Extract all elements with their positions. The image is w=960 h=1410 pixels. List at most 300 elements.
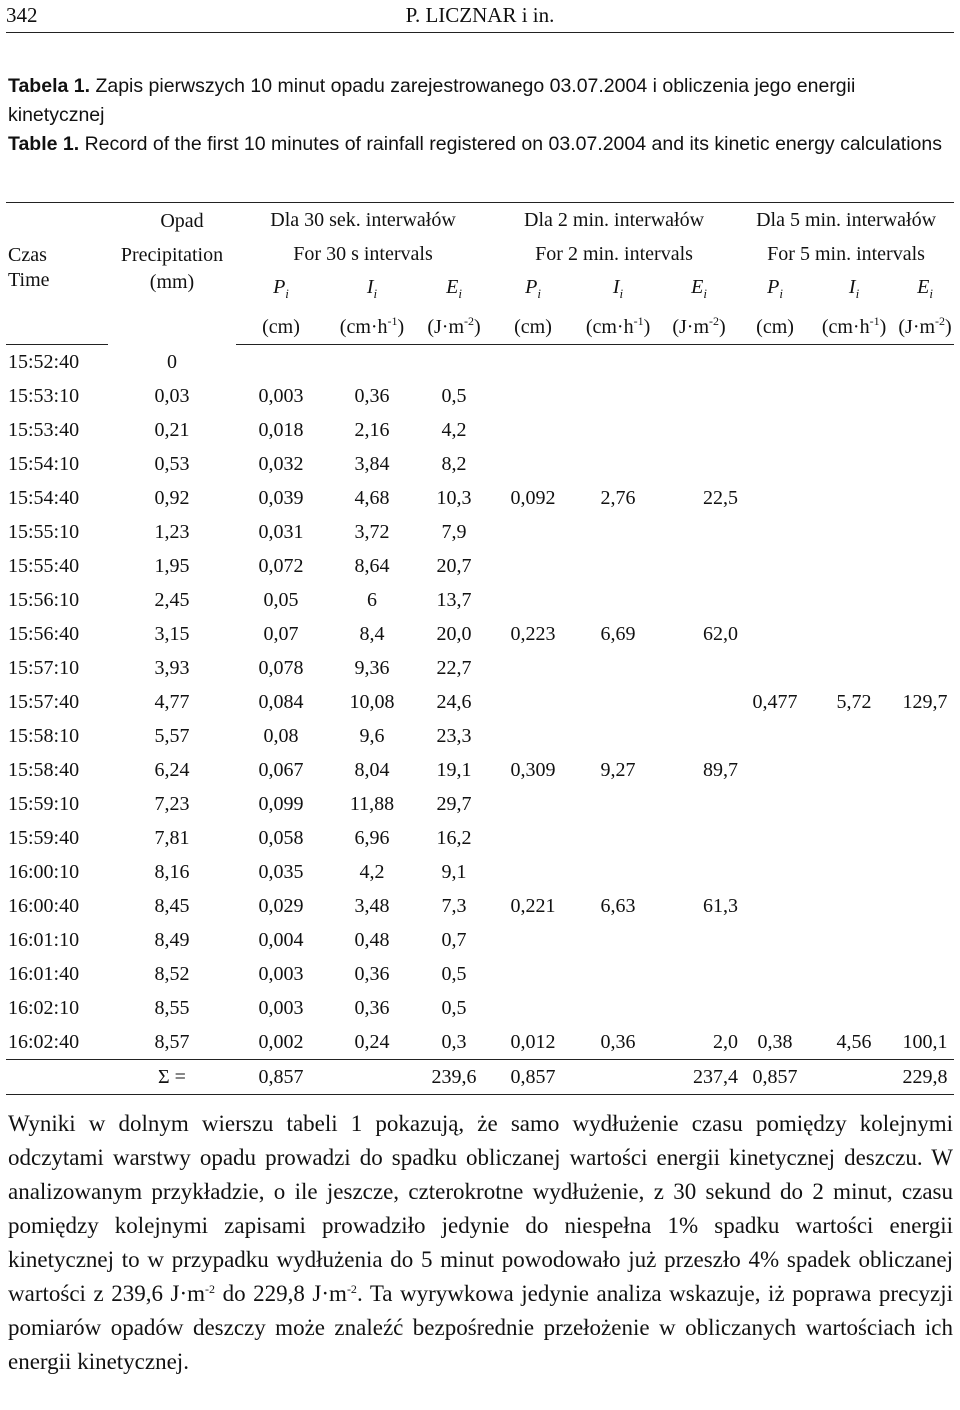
cell-precip: 8,55 — [154, 997, 190, 1019]
cell-e-30s — [418, 345, 490, 380]
cell-e-2min — [660, 515, 738, 549]
cell-e-5min — [896, 821, 954, 855]
caption-en-label: Table 1. — [8, 133, 80, 155]
unit-e-30s: $(J\cdot m^{-2})$ — [418, 310, 490, 345]
cell-i-5min — [812, 549, 896, 583]
cell-precip: 5,57 — [154, 725, 190, 747]
body-text-part3: . Ta wyrywkowa jedynie analiza wskazuje, iż poprawa precyzji pomiarów opadów deszczy może znaleźć bezpośrednie przełożenie w obliczanych wartościach ich energii kinetycznej. — [8, 1281, 954, 1374]
sum-p-5min: 0,857 — [738, 1060, 812, 1095]
cell-p-5min — [738, 957, 812, 991]
cell-p-2min — [490, 515, 576, 549]
cell-p-2min — [490, 651, 576, 685]
cell-time: 15:54:10 — [8, 453, 80, 475]
cell-e-5min — [896, 651, 954, 685]
cell-p-2min: 0,012 — [510, 1031, 556, 1053]
cell-precip: 8,57 — [154, 1031, 190, 1053]
cell-precip: 8,49 — [154, 929, 190, 951]
sum-e-5min: 229,8 — [896, 1060, 954, 1095]
cell-precip: 0 — [167, 350, 177, 373]
cell-i-30s: 0,36 — [354, 963, 390, 985]
cell-i-5min — [812, 413, 896, 447]
table-row — [6, 923, 954, 957]
cell-p-5min — [738, 379, 812, 413]
table-row — [6, 481, 954, 515]
table-row — [6, 583, 954, 617]
symbol-i-30s: $I_i$ — [366, 276, 378, 301]
cell-i-2min — [576, 583, 660, 617]
cell-i-30s: 8,4 — [359, 623, 385, 645]
cell-p-5min — [738, 549, 812, 583]
cell-i-30s: 9,36 — [354, 657, 390, 679]
table-row — [6, 413, 954, 447]
cell-p-30s: 0,003 — [258, 997, 304, 1019]
sum-p-30s: 0,857 — [236, 1060, 326, 1095]
cell-i-30s: 0,36 — [354, 385, 390, 407]
cell-i-2min — [576, 855, 660, 889]
cell-i-2min: 9,27 — [600, 759, 636, 781]
cell-e-5min — [896, 617, 954, 651]
cell-i-2min — [576, 821, 660, 855]
cell-e-5min — [896, 957, 954, 991]
cell-p-5min — [738, 855, 812, 889]
cell-e-2min — [660, 345, 738, 380]
cell-p-30s: 0,032 — [258, 453, 304, 475]
page-number: 342 — [6, 3, 38, 27]
cell-i-2min: 6,63 — [600, 895, 636, 917]
cell-e-5min — [896, 719, 954, 753]
caption-pl-label: Tabela 1. — [8, 75, 91, 97]
cell-p-30s: 0,067 — [258, 759, 304, 781]
cell-i-2min — [576, 719, 660, 753]
cell-precip: 8,16 — [154, 861, 190, 883]
body-paragraph — [8, 1107, 953, 1379]
table-row — [6, 515, 954, 549]
cell-time: 16:02:10 — [8, 997, 80, 1019]
cell-p-30s: 0,058 — [258, 827, 304, 849]
time-header-en: Time — [8, 269, 50, 291]
cell-precip: 3,15 — [154, 623, 190, 645]
sum-i-30s — [326, 1060, 418, 1095]
cell-p-30s: 0,004 — [258, 929, 304, 951]
cell-i-5min — [812, 583, 896, 617]
cell-e-5min — [896, 481, 954, 515]
cell-i-30s: 6,96 — [354, 827, 390, 849]
cell-i-30s: 2,16 — [354, 419, 390, 441]
table-row — [6, 719, 954, 753]
cell-p-30s: 0,029 — [258, 895, 304, 917]
cell-e-5min — [896, 855, 954, 889]
cell-precip: 0,53 — [154, 453, 190, 475]
cell-e-5min — [896, 515, 954, 549]
cell-i-30s: 0,36 — [354, 997, 390, 1019]
cell-i-2min — [576, 379, 660, 413]
cell-e-5min: 129,7 — [902, 691, 948, 713]
cell-precip: 6,24 — [154, 759, 190, 781]
symbol-e-2min: $E_i$ — [691, 276, 707, 301]
cell-e-2min: 2,0 — [713, 1031, 739, 1053]
cell-e-30s: 0,5 — [441, 963, 467, 985]
cell-i-30s: 3,84 — [354, 453, 390, 475]
cell-p-2min — [490, 719, 576, 753]
cell-p-5min — [738, 583, 812, 617]
cell-i-2min: 6,69 — [600, 623, 636, 645]
rainfall-energy-table — [6, 202, 954, 1095]
cell-e-2min — [660, 651, 738, 685]
cell-precip: 4,77 — [154, 691, 190, 713]
cell-p-2min — [490, 345, 576, 380]
cell-precip: 3,93 — [154, 657, 190, 679]
cell-e-30s: 13,7 — [436, 589, 472, 611]
cell-p-5min — [738, 889, 812, 923]
cell-p-5min — [738, 651, 812, 685]
cell-e-30s: 10,3 — [436, 487, 472, 509]
cell-p-30s: 0,003 — [258, 385, 304, 407]
cell-precip: 8,45 — [154, 895, 190, 917]
symbol-p-2min: $P_i$ — [525, 276, 541, 301]
body-text-part1: Wyniki w dolnym wierszu tabeli 1 pokazują, że samo wydłużenie czasu pomiędzy kolejnymi odczytami warstwy opadu prowadzi do spadku obliczanej wartości energii kinetycznej deszczu. W analizowanym przykładzie, o ile jeszcze, czterokrotne wydłużenie, z 30 sekund do 2 minut, czasu pomiędzy kolejnymi zapisami prowadziło jedynie do niespełna 1% spadku wartości energii kinetycznej to w przypadku wydłużenia do 5 minut powodowało już przeszło 4% spadek obliczanej wartości z 239,6 J·m — [8, 1111, 953, 1306]
table-row — [6, 957, 954, 991]
cell-i-5min — [812, 345, 896, 380]
group-5min-pl: Dla 5 min. interwałów — [738, 203, 954, 238]
symbol-e-30s: $E_i$ — [446, 276, 462, 301]
cell-i-2min — [576, 413, 660, 447]
cell-e-30s: 7,3 — [441, 895, 467, 917]
symbol-e-5min: $E_i$ — [917, 276, 933, 301]
cell-e-2min — [660, 855, 738, 889]
cell-time: 15:56:40 — [8, 623, 80, 645]
cell-i-30s: 4,68 — [354, 487, 390, 509]
table-row — [6, 753, 954, 787]
body-text-part2: do 229,8 J·m — [215, 1281, 347, 1306]
cell-i-30s: 8,64 — [354, 555, 390, 577]
group-2min-en: For 2 min. intervals — [535, 243, 693, 265]
cell-p-2min — [490, 413, 576, 447]
cell-p-5min — [738, 413, 812, 447]
cell-e-5min — [896, 345, 954, 380]
cell-i-2min — [576, 685, 660, 719]
cell-precip: 2,45 — [154, 589, 190, 611]
cell-p-5min: 0,477 — [752, 691, 798, 713]
cell-p-2min: 0,223 — [510, 623, 556, 645]
cell-i-5min — [812, 447, 896, 481]
table-row — [6, 889, 954, 923]
cell-e-2min — [660, 991, 738, 1025]
cell-time: 15:52:40 — [8, 351, 80, 373]
header-rule — [6, 32, 954, 33]
cell-p-2min — [490, 549, 576, 583]
cell-i-5min: 5,72 — [836, 691, 872, 713]
cell-i-30s: 10,08 — [349, 691, 395, 713]
cell-p-2min: 0,309 — [510, 759, 556, 781]
cell-e-5min — [896, 413, 954, 447]
group-30s-en: For 30 s intervals — [293, 243, 433, 265]
cell-time: 15:53:10 — [8, 385, 80, 407]
cell-e-30s: 0,5 — [441, 997, 467, 1019]
cell-p-2min — [490, 447, 576, 481]
cell-p-2min: 0,221 — [510, 895, 556, 917]
cell-p-5min — [738, 719, 812, 753]
cell-e-5min — [896, 923, 954, 957]
cell-i-5min — [812, 923, 896, 957]
cell-p-30s: 0,08 — [263, 725, 299, 747]
cell-i-30s: 3,72 — [354, 521, 390, 543]
cell-e-2min: 61,3 — [703, 895, 739, 917]
unit-p-2min: (cm) — [490, 310, 576, 345]
cell-e-2min — [660, 957, 738, 991]
precip-unit: (mm) — [149, 271, 195, 293]
cell-i-30s: 0,48 — [354, 929, 390, 951]
cell-p-30s: 0,078 — [258, 657, 304, 679]
cell-p-2min — [490, 923, 576, 957]
cell-time: 16:00:40 — [8, 895, 80, 917]
sum-e-30s: 239,6 — [418, 1060, 490, 1095]
cell-p-30s: 0,039 — [258, 487, 304, 509]
sum-label: Σ = — [108, 1060, 236, 1095]
cell-p-2min — [490, 787, 576, 821]
table-row — [6, 821, 954, 855]
unit-i-30s: $(cm\cdot h^{-1})$ — [326, 310, 418, 345]
cell-e-2min — [660, 719, 738, 753]
cell-i-5min — [812, 787, 896, 821]
cell-i-5min — [812, 957, 896, 991]
sum-row — [6, 1060, 954, 1095]
table-row — [6, 549, 954, 583]
table-row — [6, 1025, 954, 1060]
cell-e-30s: 0,7 — [441, 929, 467, 951]
cell-time: 16:01:40 — [8, 963, 80, 985]
cell-p-5min — [738, 991, 812, 1025]
cell-time: 15:55:10 — [8, 521, 80, 543]
cell-e-30s: 29,7 — [436, 793, 472, 815]
time-header-pl: Czas — [6, 203, 108, 272]
caption-en-text: Record of the first 10 minutes of rainfall registered on 03.07.2004 and its kinetic energy calculations — [84, 133, 942, 155]
table-row — [6, 447, 954, 481]
cell-p-2min — [490, 855, 576, 889]
cell-i-5min — [812, 617, 896, 651]
cell-e-5min: 100,1 — [902, 1031, 948, 1053]
cell-time: 15:57:40 — [8, 691, 80, 713]
cell-p-2min — [490, 685, 576, 719]
symbol-i-2min: $I_i$ — [612, 276, 624, 301]
cell-i-2min — [576, 549, 660, 583]
cell-e-2min — [660, 583, 738, 617]
cell-time: 15:59:40 — [8, 827, 80, 849]
cell-p-30s: 0,05 — [263, 589, 299, 611]
cell-i-5min — [812, 991, 896, 1025]
cell-e-30s: 0,5 — [441, 385, 467, 407]
cell-i-2min — [576, 515, 660, 549]
cell-p-2min — [490, 991, 576, 1025]
cell-p-5min: 0,38 — [757, 1031, 793, 1053]
table-caption-english — [8, 130, 953, 159]
cell-precip: 1,23 — [154, 521, 190, 543]
unit-e-2min: $(J\cdot m^{-2})$ — [660, 310, 738, 345]
header-row-groups-en — [6, 237, 954, 271]
cell-p-5min — [738, 821, 812, 855]
cell-p-5min — [738, 515, 812, 549]
table-row — [6, 379, 954, 413]
cell-e-5min — [896, 583, 954, 617]
cell-precip: 0,21 — [154, 419, 190, 441]
cell-e-2min — [660, 549, 738, 583]
cell-i-2min — [576, 923, 660, 957]
group-5min-en: For 5 min. intervals — [767, 243, 925, 265]
cell-p-30s: 0,002 — [258, 1031, 304, 1053]
cell-e-5min — [896, 753, 954, 787]
cell-e-2min — [660, 923, 738, 957]
precip-header-pl: Opad — [108, 203, 236, 238]
cell-e-5min — [896, 991, 954, 1025]
table-row — [6, 787, 954, 821]
unit-e-5min: $(J\cdot m^{-2})$ — [896, 310, 954, 345]
cell-e-30s: 8,2 — [441, 453, 467, 475]
cell-precip: 0,03 — [154, 385, 190, 407]
header-row-symbols — [6, 271, 954, 310]
cell-e-2min — [660, 787, 738, 821]
cell-e-30s: 0,3 — [441, 1031, 467, 1053]
cell-i-30s: 9,6 — [359, 725, 385, 747]
cell-e-30s: 4,2 — [441, 419, 467, 441]
cell-precip: 8,52 — [154, 963, 190, 985]
cell-time: 15:59:10 — [8, 793, 80, 815]
cell-e-2min: 89,7 — [703, 759, 739, 781]
body-exponent-2: -2 — [346, 1282, 357, 1296]
cell-i-2min — [576, 345, 660, 380]
unit-i-5min: $(cm\cdot h^{-1})$ — [812, 310, 896, 345]
cell-i-5min — [812, 753, 896, 787]
cell-p-5min — [738, 481, 812, 515]
cell-e-2min: 22,5 — [703, 487, 739, 509]
cell-i-5min — [812, 515, 896, 549]
cell-p-5min — [738, 923, 812, 957]
unit-p-5min: (cm) — [738, 310, 812, 345]
cell-p-2min: 0,092 — [510, 487, 556, 509]
cell-time: 16:00:10 — [8, 861, 80, 883]
cell-e-30s: 16,2 — [436, 827, 472, 849]
cell-p-30s: 0,084 — [258, 691, 304, 713]
cell-time: 15:56:10 — [8, 589, 80, 611]
time-unit-blank — [6, 310, 108, 345]
symbol-p-30s: $P_i$ — [273, 276, 289, 301]
cell-i-30s: 3,48 — [354, 895, 390, 917]
cell-e-30s: 19,1 — [436, 759, 472, 781]
cell-e-5min — [896, 379, 954, 413]
table-row — [6, 855, 954, 889]
cell-p-30s: 0,003 — [258, 963, 304, 985]
cell-e-2min — [660, 447, 738, 481]
group-2min-pl: Dla 2 min. interwałów — [490, 203, 738, 238]
page-header — [6, 0, 954, 32]
cell-p-2min — [490, 957, 576, 991]
sum-i-5min — [812, 1060, 896, 1095]
cell-p-30s: 0,031 — [258, 521, 304, 543]
cell-i-2min: 2,76 — [600, 487, 636, 509]
cell-i-5min — [812, 651, 896, 685]
cell-p-5min — [738, 345, 812, 380]
cell-precip: 7,23 — [154, 793, 190, 815]
header-row-groups-pl — [6, 203, 954, 238]
cell-time: 16:02:40 — [8, 1031, 80, 1053]
cell-p-30s: 0,018 — [258, 419, 304, 441]
cell-i-5min: 4,56 — [836, 1031, 872, 1053]
cell-e-5min — [896, 447, 954, 481]
cell-p-30s: 0,072 — [258, 555, 304, 577]
cell-i-2min — [576, 991, 660, 1025]
cell-time: 15:58:10 — [8, 725, 80, 747]
table-row — [6, 991, 954, 1025]
cell-p-30s: 0,035 — [258, 861, 304, 883]
cell-p-5min — [738, 787, 812, 821]
table-row — [6, 651, 954, 685]
cell-p-2min — [490, 821, 576, 855]
table-row — [6, 345, 954, 380]
cell-i-5min — [812, 719, 896, 753]
cell-i-5min — [812, 855, 896, 889]
group-30s-pl: Dla 30 sek. interwałów — [236, 203, 490, 238]
cell-i-30s: 8,04 — [354, 759, 390, 781]
cell-time: 15:57:10 — [8, 657, 80, 679]
cell-i-2min — [576, 651, 660, 685]
cell-e-30s: 22,7 — [436, 657, 472, 679]
cell-e-2min — [660, 685, 738, 719]
cell-p-5min — [738, 753, 812, 787]
cell-time: 15:58:40 — [8, 759, 80, 781]
cell-e-2min — [660, 413, 738, 447]
cell-time: 15:54:40 — [8, 487, 80, 509]
cell-e-30s: 9,1 — [441, 861, 467, 883]
cell-p-5min — [738, 617, 812, 651]
cell-e-5min — [896, 889, 954, 923]
table-body — [6, 345, 954, 1060]
cell-e-30s: 20,0 — [436, 623, 472, 645]
cell-i-5min — [812, 889, 896, 923]
unit-i-2min: $(cm\cdot h^{-1})$ — [576, 310, 660, 345]
cell-p-30s — [236, 345, 326, 380]
precip-header-en: Precipitation — [120, 244, 224, 266]
cell-i-2min — [576, 447, 660, 481]
cell-i-30s: 6 — [367, 589, 377, 611]
caption-pl-text: Zapis pierwszych 10 minut opadu zarejestrowanego 03.07.2004 i obliczenia jego energii kinetycznej — [8, 75, 856, 126]
cell-e-2min — [660, 821, 738, 855]
table-caption-polish — [8, 72, 953, 129]
sum-i-2min — [576, 1060, 660, 1095]
cell-i-5min — [812, 821, 896, 855]
running-title: P. LICZNAR i in. — [405, 3, 555, 27]
cell-i-30s: 11,88 — [349, 793, 395, 815]
sum-p-2min: 0,857 — [490, 1060, 576, 1095]
cell-p-5min — [738, 447, 812, 481]
cell-precip: 1,95 — [154, 555, 190, 577]
cell-p-30s: 0,099 — [258, 793, 304, 815]
cell-e-30s: 23,3 — [436, 725, 472, 747]
cell-e-30s: 20,7 — [436, 555, 472, 577]
cell-precip: 7,81 — [154, 827, 190, 849]
symbol-p-5min: $P_i$ — [767, 276, 783, 301]
cell-e-2min — [660, 379, 738, 413]
cell-e-2min: 62,0 — [703, 623, 739, 645]
cell-p-2min — [490, 379, 576, 413]
cell-e-5min — [896, 549, 954, 583]
sum-e-2min: 237,4 — [660, 1060, 738, 1095]
cell-precip: 0,92 — [154, 487, 190, 509]
cell-p-2min — [490, 583, 576, 617]
sum-blank — [6, 1060, 108, 1095]
cell-time: 15:53:40 — [8, 419, 80, 441]
cell-e-5min — [896, 787, 954, 821]
body-exponent-1: -2 — [205, 1282, 216, 1296]
cell-i-5min — [812, 481, 896, 515]
table-row — [6, 685, 954, 719]
